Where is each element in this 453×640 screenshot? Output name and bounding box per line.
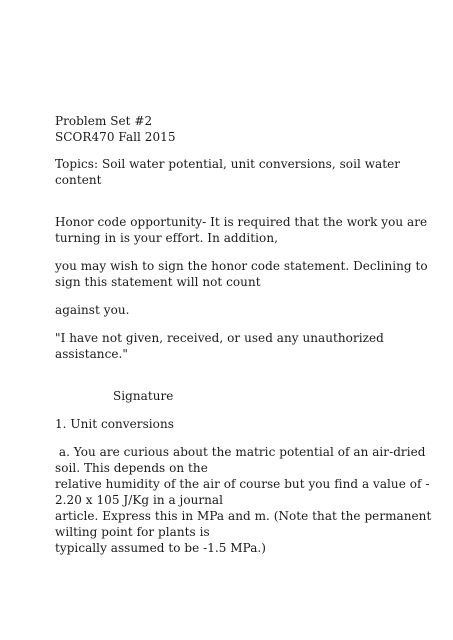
pledge-line-1: "I have not given, received, or used any unauthorized bbox=[55, 331, 384, 345]
topics-line-2: content bbox=[55, 173, 102, 187]
question-a-line-4: 2.20 x 105 J/Kg in a journal bbox=[55, 493, 224, 507]
question-a-line-1: a. You are curious about the matric potential of an air-dried bbox=[55, 445, 426, 459]
question-a-line-6: wilting point for plants is bbox=[55, 525, 210, 539]
honor-code-line-3: you may wish to sign the honor code statement. Declining to bbox=[55, 259, 428, 273]
honor-code-line-1: Honor code opportunity- It is required that the work you are bbox=[55, 215, 428, 229]
section-heading-unit-conversions: 1. Unit conversions bbox=[55, 417, 174, 431]
problem-set-title: Problem Set #2 bbox=[55, 114, 153, 128]
pledge-line-2: assistance." bbox=[55, 347, 128, 361]
honor-code-line-4: sign this statement will not count bbox=[55, 275, 261, 289]
honor-code-line-5: against you. bbox=[55, 303, 130, 317]
question-a-line-3: relative humidity of the air of course but you find a value of - bbox=[55, 477, 430, 491]
question-a-line-2: soil. This depends on the bbox=[55, 461, 208, 475]
signature-label: Signature bbox=[113, 389, 174, 403]
honor-code-line-2: turning in is your effort. In addition, bbox=[55, 231, 278, 245]
question-a-line-7: typically assumed to be -1.5 MPa.) bbox=[55, 541, 267, 555]
course-line: SCOR470 Fall 2015 bbox=[55, 130, 176, 144]
question-a-line-5: article. Express this in MPa and m. (Note that the permanent bbox=[55, 509, 432, 523]
topics-line-1: Topics: Soil water potential, unit conversions, soil water bbox=[55, 157, 401, 171]
